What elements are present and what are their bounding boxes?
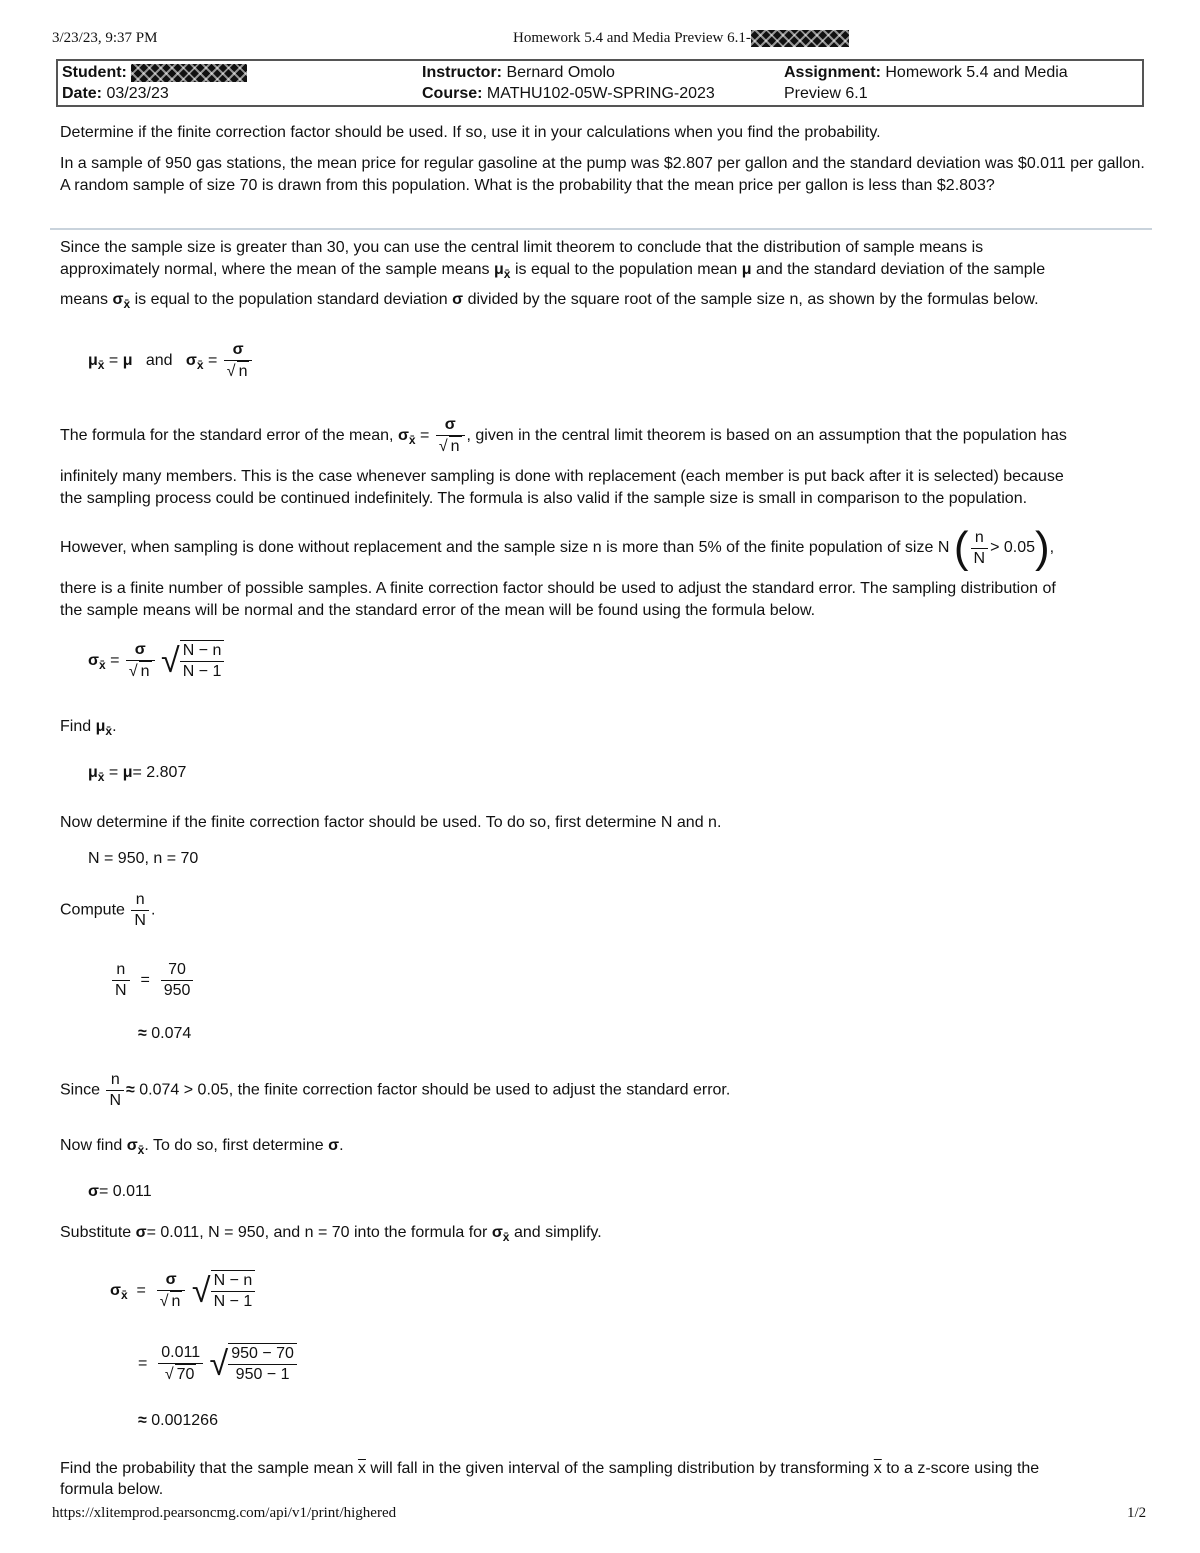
ratio-value: 0.074	[151, 1025, 192, 1042]
fpc-formula: $\sigma_{x̄}$ = $\frac{\sigma}{√ n}$ √ $\frac{N - n}{N - 1}$	[88, 640, 224, 682]
question-text: In a sample of 950 gas stations, the mean price for regular gasoline at the pump was $2.807 per gallon and the standard deviation was $0.011 per gallon. A random sample of size 70 is drawn from this population. What is the probability that the mean price per gallon is less than $2.803?	[60, 155, 1145, 194]
mu-symbol: μ	[122, 352, 133, 370]
assignment-row	[784, 62, 1068, 83]
mu-result: $\mu_{x̄} = \mu= 2.807$	[88, 764, 187, 784]
finite-line-2: there is a finite number of possible samples. A finite correction factor should be used to adjust the standard error. The sampling distribution of	[60, 580, 1056, 597]
instructor-label: Instructor:	[422, 64, 502, 81]
fpc-radical: √ $\frac{N - n}{N - 1}$	[192, 1270, 255, 1312]
prob-line-1	[60, 1458, 1150, 1480]
prob-text-c: to a z-score using the	[886, 1460, 1040, 1477]
sigma-xbar-symbol: $\sigma_{x̄}$	[397, 427, 416, 448]
mu-symbol: μ	[122, 764, 133, 781]
sigma-over-root-n: $\frac{\sigma}{√ n}$	[157, 1270, 186, 1312]
now-find-text-a: Now find	[60, 1137, 123, 1154]
mu-xbar-symbol: $\mu_{x̄}$	[88, 352, 105, 373]
clt-text-f: divided by the square root of the sample size n, as shown by the formulas below.	[467, 291, 1039, 308]
fpc-radical: √ $\frac{N - n}{N - 1}$	[161, 640, 224, 682]
prob-text-b: will fall in the given interval of the sampling distribution by transforming	[370, 1460, 870, 1477]
document-title-text: Homework 5.4 and Media Preview 6.1-	[513, 30, 751, 46]
since-word: Since	[60, 1081, 101, 1099]
calc-result: 0.001266	[151, 1412, 218, 1429]
compute-text: Compute	[60, 901, 125, 919]
ratio-fraction: $\frac{70}{950}$	[161, 960, 194, 1001]
date-value: 03/23/23	[106, 85, 169, 102]
assignment-info-box	[56, 59, 1144, 107]
clt-line-2	[60, 259, 1150, 285]
prob-text-a: Find the probability that the sample mean	[60, 1460, 354, 1477]
assignment-value: Homework 5.4 and Media	[885, 64, 1068, 81]
since-line: Since $\frac{n}{N}$ ≈ 0.074 > 0.05, the finite correction factor should be used to adjust the standard error.	[60, 1071, 731, 1109]
xbar-symbol: $\overline{x}$	[357, 1460, 366, 1477]
page-number: 1/2	[1127, 1505, 1147, 1521]
course-value: MATHU102-05W-SPRING-2023	[486, 85, 715, 102]
right-paren: )	[1035, 523, 1050, 572]
sigma-symbol: σ	[88, 1183, 99, 1200]
course-label: Course:	[422, 85, 483, 102]
sigma-xbar-symbol: $\sigma_{x̄}$	[491, 1224, 510, 1244]
calc-line-2: = $\frac{0.011}{√ 70}$ √ $\frac{950 - 70}{950 - 1}$	[138, 1343, 297, 1385]
assignment-label: Assignment:	[784, 64, 881, 81]
sigma-symbol: σ	[452, 291, 464, 308]
sigma-xbar-symbol: $\sigma_{x̄}$	[112, 291, 131, 311]
date-row	[62, 83, 169, 104]
substituted-fraction: $\frac{0.011}{√ 70}$	[158, 1343, 203, 1385]
clt-line-1: Since the sample size is greater than 30, you can use the central limit theorem to conclude that the distribution of sample means is	[60, 239, 984, 256]
sigma-over-root-n: $\frac{\sigma}{√ n}$	[436, 415, 465, 457]
document-title	[513, 30, 849, 47]
student-row	[62, 62, 247, 83]
clt-line-3	[60, 289, 1150, 315]
substituted-radical: √ $\frac{950 - 70}{950 - 1}$	[210, 1343, 297, 1385]
calc-result-line: ≈ 0.001266	[138, 1412, 218, 1429]
sigma-over-root-n: $\frac{\sigma}{√ n}$	[224, 340, 253, 382]
se-text-a: The formula for the standard error of the mean,	[60, 427, 394, 445]
prob-line-2: formula below.	[60, 1481, 164, 1498]
finite-text-b: > 0.05	[990, 539, 1035, 557]
determine-line: Now determine if the finite correction factor should be used. To do so, first determine N and n.	[60, 814, 722, 831]
sigma-symbol: σ	[328, 1137, 340, 1154]
finite-line-1: However, when sampling is done without replacement and the sample size n is more than 5% of the finite population of size N ( $\frac{n}{N}$ > 0.05),	[60, 523, 1055, 572]
divider	[50, 228, 1152, 230]
clt-text-b: is equal to the population mean	[514, 261, 738, 278]
mu-xbar-symbol: $\mu_{x̄}$	[88, 764, 105, 784]
n-over-N: $\frac{n}{N}$	[131, 890, 149, 931]
student-label: Student:	[62, 64, 127, 81]
sigma-value: = 0.011	[98, 1183, 152, 1200]
mu-symbol: μ	[741, 261, 752, 278]
clt-text-a: approximately normal, where the mean of the sample means	[60, 261, 490, 278]
calc-line-1: $\sigma_{x̄}$ = $\frac{\sigma}{√ n}$ √ $\frac{N - n}{N - 1}$	[110, 1270, 255, 1312]
and-word: and	[145, 352, 173, 370]
sigma-symbol: σ	[135, 1224, 147, 1241]
assignment-row-2	[784, 83, 868, 104]
question-instruction: Determine if the finite correction factor should be used. If so, use it in your calculations when you find the probability.	[60, 124, 881, 141]
course-row	[422, 83, 715, 104]
clt-formulas: $\mu_{x̄} = \mu$ and $\sigma_{x̄}$ = $\frac{\sigma}{√ n}$	[88, 340, 254, 382]
redacted-block	[751, 30, 849, 47]
assignment-value-cont: Preview 6.1	[784, 85, 868, 102]
n-over-N: $\frac{n}{N}$	[971, 528, 989, 569]
date-label: Date:	[62, 85, 103, 102]
since-text: 0.074 > 0.05, the finite correction factor should be used to adjust the standard error.	[139, 1081, 731, 1099]
now-find-text-b: . To do so, first determine	[144, 1137, 324, 1154]
instructor-value: Bernard Omolo	[506, 64, 615, 81]
substitute-text-a: Substitute	[60, 1224, 132, 1241]
mu-xbar-symbol: $\mu_{x̄}$	[95, 718, 113, 738]
sigma-value-line	[88, 1183, 152, 1201]
clt-text-e: is equal to the population standard deviation	[134, 291, 448, 308]
se-line-2: infinitely many members. This is the case whenever sampling is done with replacement (each member is put back after it is selected) because	[60, 468, 1064, 485]
se-text-b: , given in the central limit theorem is based on an assumption that the population has	[466, 427, 1067, 445]
mu-value: = 2.807	[132, 764, 187, 781]
now-find-line: Now find $\sigma_{x̄}$. To do so, first determine σ.	[60, 1137, 344, 1157]
finite-line-3: the sample means will be normal and the standard error of the mean will be found using the formula below.	[60, 602, 816, 619]
N-n-values: N = 950, n = 70	[88, 850, 199, 867]
clt-text-d: means	[60, 291, 109, 308]
footer-url: https://xlitemprod.pearsoncmg.com/api/v1/print/highered	[52, 1505, 397, 1521]
compute-line: Compute $\frac{n}{N}$ .	[60, 891, 156, 929]
student-redacted	[131, 64, 247, 82]
print-datetime: 3/23/23, 9:37 PM	[52, 30, 158, 46]
find-mu-line: Find $\mu_{x̄}$.	[60, 718, 117, 738]
sigma-xbar-symbol: $\sigma_{x̄}$	[126, 1137, 145, 1157]
instructor-row	[422, 62, 615, 83]
sigma-xbar-symbol: $\sigma_{x̄}$	[185, 352, 204, 373]
clt-text-c: and the standard deviation of the sample	[756, 261, 1046, 278]
substitute-text-b: = 0.011, N = 950, and n = 70 into the formula for	[146, 1224, 488, 1241]
sigma-xbar-symbol: $\sigma_{x̄}$	[88, 652, 106, 673]
se-line-1: The formula for the standard error of the mean, $\sigma_{x̄}$ = $\frac{\sigma}{√ n}$ , given in the central limit theorem is based on an assumption that the population has	[60, 416, 1067, 455]
ratio-result: ≈ 0.074	[138, 1025, 192, 1042]
n-over-N: $\frac{n}{N}$	[106, 1070, 124, 1111]
sigma-xbar-symbol: $\sigma_{x̄}$	[110, 1282, 128, 1303]
ratio-equation: $\frac{n}{N}$ = $\frac{70}{950}$	[110, 960, 195, 1001]
mu-xbar-symbol: $\mu_{x̄}$	[494, 261, 511, 281]
sigma-over-root-n: $\frac{\sigma}{√ n}$	[126, 640, 155, 682]
find-mu-text: Find	[60, 718, 92, 735]
xbar-symbol: $\overline{x}$	[873, 1460, 882, 1477]
left-paren: (	[953, 523, 969, 572]
finite-text-a: However, when sampling is done without replacement and the sample size n is more than 5% of the finite population of size N	[60, 539, 950, 557]
n-over-N: $\frac{n}{N}$	[112, 960, 130, 1001]
substitute-line	[60, 1222, 1150, 1248]
substitute-text-c: and simplify.	[513, 1224, 602, 1241]
se-line-3: the sampling process could be continued indefinitely. The formula is also valid if the sample size is small in comparison to the population.	[60, 490, 1028, 507]
